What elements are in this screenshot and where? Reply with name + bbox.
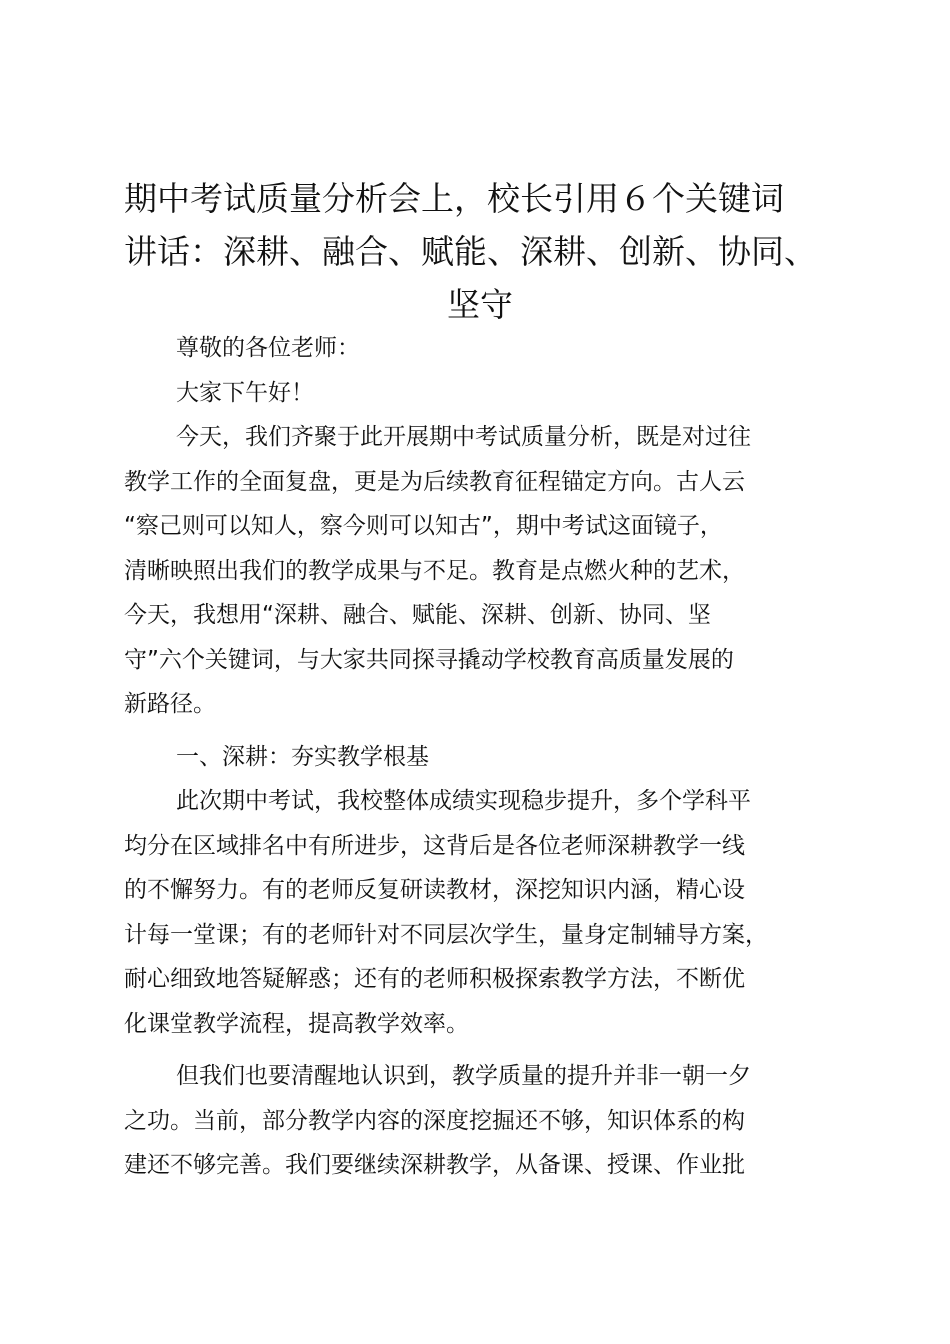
title-line: 坚守 bbox=[447, 285, 513, 324]
text-line: 教学工作的全面复盘，更是为后续教育征程锚定方向。古人云 bbox=[124, 468, 745, 495]
text-line: 化课堂教学流程，提高教学效率。 bbox=[124, 1010, 469, 1037]
title-line: 期中考试质量分析会上，校长引用６个关键词 bbox=[124, 179, 784, 218]
text-line: 均分在区域排名中有所进步，这背后是各位老师深耕教学一线 bbox=[124, 832, 745, 859]
text-line: 守”六个关键词，与大家共同探寻撬动学校教育高质量发展的 bbox=[124, 646, 734, 673]
document-title bbox=[124, 172, 836, 331]
text-line: 耐心细致地答疑解惑；还有的老师积极探索教学方法，不断优 bbox=[124, 966, 745, 992]
text-line: 清晰映照出我们的教学成果与不足。教育是点燃火种的艺术， bbox=[124, 557, 745, 584]
text-line: 一、深耕：夯实教学根基 bbox=[176, 743, 429, 770]
text-line: “察己则可以知人，察今则可以知古”，期中考试这面镜子， bbox=[124, 513, 723, 539]
text-line: 建还不够完善。我们要继续深耕教学，从备课、授课、作业批 bbox=[124, 1152, 745, 1178]
text-line: 但我们也要清醒地认识到，教学质量的提升并非一朝一夕 bbox=[176, 1063, 751, 1089]
paragraph-body bbox=[124, 1054, 836, 1188]
section-heading bbox=[124, 735, 836, 780]
paragraph-body bbox=[124, 779, 836, 1046]
text-line: 今天，我们齐聚于此开展期中考试质量分析，既是对过往 bbox=[176, 424, 751, 450]
text-line: 此次期中考试，我校整体成绩实现稳步提升，多个学科平 bbox=[176, 788, 751, 814]
greeting bbox=[124, 371, 836, 416]
salutation bbox=[124, 326, 836, 371]
text-line: 计每一堂课；有的老师针对不同层次学生，量身定制辅导方案， bbox=[124, 921, 768, 948]
title-line: 讲话：深耕、融合、赋能、深耕、创新、协同、 bbox=[124, 232, 817, 271]
paragraph-intro bbox=[124, 415, 836, 727]
text-line: 新路径。 bbox=[124, 691, 216, 717]
text-line: 的不懈努力。有的老师反复研读教材，深挖知识内涵，精心设 bbox=[124, 877, 745, 903]
document-body bbox=[124, 326, 836, 1188]
text-line: 尊敬的各位老师： bbox=[176, 335, 360, 361]
text-line: 今天，我想用“深耕、融合、赋能、深耕、创新、协同、坚 bbox=[124, 602, 711, 628]
text-line: 之功。当前，部分教学内容的深度挖掘还不够，知识体系的构 bbox=[124, 1107, 745, 1134]
text-line: 大家下午好！ bbox=[176, 379, 314, 406]
